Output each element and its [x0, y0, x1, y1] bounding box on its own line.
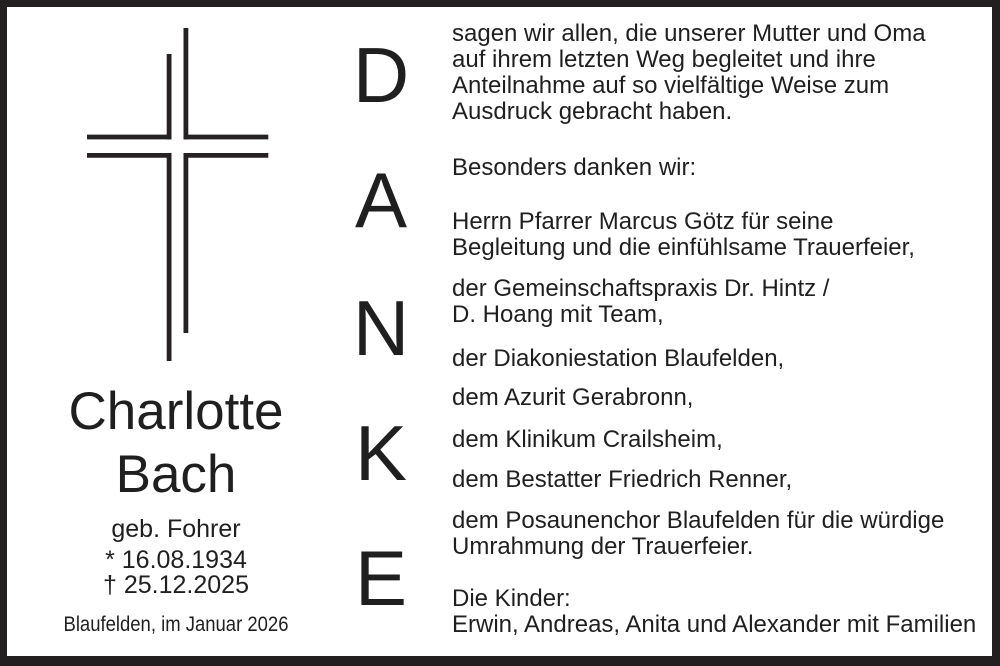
danke-vertical-word	[340, 0, 422, 666]
thanks-paragraph: dem Klinikum Crailsheim,	[452, 426, 723, 453]
cross-icon	[80, 20, 275, 365]
maiden-name: geb. Fohrer	[111, 515, 241, 543]
birth-date: * 16.08.1934	[105, 546, 247, 574]
danke-letter: K	[354, 409, 408, 497]
thanks-intro-paragraph: sagen wir allen, die unserer Mutter und Oma auf ihrem letzten Weg begleitet und ihre Anteilnahme auf so vielfältige Weise zum Ausdruck gebracht haben.	[452, 20, 926, 125]
thanks-heading: Besonders danken wir:	[452, 154, 697, 181]
thanks-column	[452, 0, 982, 666]
thanks-paragraph: Herrn Pfarrer Marcus Götz für seine Begleitung und die einfühlsame Trauerfeier,	[452, 208, 915, 261]
thanks-paragraph: dem Posaunenchor Blaufelden für die würdige Umrahmung der Trauerfeier.	[452, 507, 945, 560]
deceased-first-name: Charlotte	[68, 382, 284, 441]
thanks-paragraph: der Diakoniestation Blaufelden,	[452, 345, 785, 372]
thanks-paragraph: dem Azurit Gerabronn,	[452, 384, 694, 411]
danke-letter: D	[352, 31, 410, 119]
deceased-last-name: Bach	[115, 445, 237, 504]
danke-letter: A	[354, 156, 408, 244]
danke-letter: E	[354, 534, 408, 622]
signature-paragraph: Die Kinder: Erwin, Andreas, Anita und Alexander mit Familien	[452, 585, 977, 638]
deceased-name	[40, 380, 312, 506]
thanks-paragraph: der Gemeinschaftspraxis Dr. Hintz / D. Hoang mit Team,	[452, 275, 830, 328]
death-date: † 25.12.2025	[103, 570, 249, 599]
danke-letter: N	[352, 284, 410, 372]
thanks-paragraph: dem Bestatter Friedrich Renner,	[452, 466, 793, 493]
place-date-line: Blaufelden, im Januar 2026	[63, 613, 289, 636]
life-dates	[40, 548, 312, 597]
